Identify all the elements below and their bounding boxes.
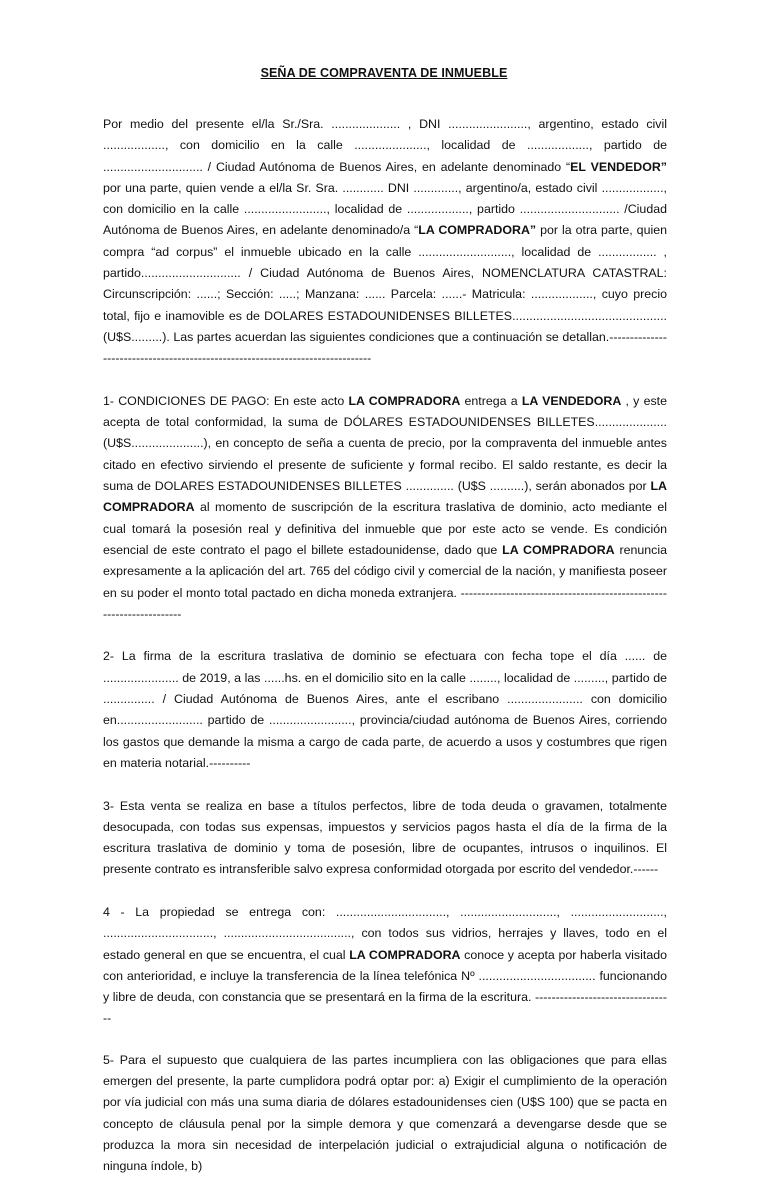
clause-4-delivery bbox=[103, 902, 667, 1030]
clause-text: entrega a bbox=[460, 393, 522, 408]
vendedor-term: EL VENDEDOR” bbox=[570, 159, 667, 174]
clause-2-deed-signing: 2- La firma de la escritura traslativa de dominio se efectuara con fecha tope el día ...... de ...................... de 2019, a las ......hs. en el domicilio sito en la calle ........, localidad de ........., partido de ............... / Ciudad Autónoma de Buenos Aires, ante el escribano ...................... con domicilio en......................... partido de ........................, provincia/ciudad autónoma de Buenos Aires, corriendo los gastos que demande la misma a cargo de cada parte, de acuerdo a usos y costumbres que rigen en materia notarial.---------- bbox=[103, 649, 667, 770]
compradora-term: LA COMPRADORA bbox=[348, 393, 461, 408]
clause-1-payment bbox=[103, 391, 667, 625]
compradora-term: LA COMPRADORA bbox=[103, 479, 667, 515]
vendedora-term: LA VENDEDORA bbox=[521, 393, 622, 408]
clause-3-titles: 3- Esta venta se realiza en base a títulos perfectos, libre de toda deuda o gravamen, totalmente desocupada, con todas sus expensas, impuestos y servicios pagos hasta el día de la firma de la escritura traslativa de dominio y toma de posesión, libre de ocupantes, intrusos o inquilinos. El presente contrato es intransferible salvo expresa conformidad otorgada por escrito del vendedor.------ bbox=[103, 798, 667, 877]
clause-text: , y este acepta de total conformidad, la suma de DÓLARES ESTADOUNIDENSES BILLETES..................... (U$S.....................), en concepto de seña a cuenta de precio, por la compraventa del inmueble antes citado en efectivo sirviendo el presente de suficiente y formal recibo. El saldo restante, es decir la suma de DOLARES ESTADOUNIDENSES BILLETES .............. (U$S ..........), serán abonados por bbox=[103, 393, 668, 494]
clause-text: 1- CONDICIONES DE PAGO: En este acto bbox=[103, 393, 349, 408]
intro-text: Por medio del presente el/la Sr./Sra. .................... , DNI ......................., argentino, estado civil .................., con domicilio en la calle ....................., localidad de .................., partido de ............................. / Ciudad Autónoma de Buenos Aires, en adelante denominado “ bbox=[103, 117, 667, 174]
document-title: SEÑA DE COMPRAVENTA DE INMUEBLE bbox=[260, 66, 508, 80]
compradora-term: LA COMPRADORA” bbox=[418, 223, 537, 238]
intro-text: por una parte, quien vende a el/la Sr. Sra. ............ DNI ............., argentino/a, estado civil .................., con domicilio en la calle ........................, localidad de .................., partido ............................. /Ciudad Autónoma de Buenos Aires, en adelante denominado/a “ bbox=[103, 180, 667, 238]
compradora-term: LA COMPRADORA bbox=[502, 542, 615, 557]
intro-paragraph bbox=[103, 114, 667, 370]
clause-5-breach: 5- Para el supuesto que cualquiera de las partes incumpliera con las obligaciones que para ellas emergen del presente, la parte cumplidora podrá optar por: a) Exigir el cumplimiento de la operación por vía judicial con más una suma diaria de dólares estadounidenses cien (U$S 100) que se pacta en concepto de cláusula penal por la simple demora y que comenzará a devengarse desde que se produzca la mora sin necesidad de interpelación judicial o extrajudicial alguna o notificación de ninguna índole, b) bbox=[103, 1052, 667, 1174]
document-body bbox=[103, 114, 667, 1199]
intro-text: por la otra parte, quien compra “ad corpus” el inmueble ubicado en la calle ..........................., localidad de ................. , partido............................. / Ciudad Autónoma de Buenos Aires, NOMENCLATURA CATASTRAL: Circunscripción: ......; Sección: .....; Manzana: ...... Parcela: ......- Matricula: .................., cuyo precio total, fijo e inamovible es de DOLARES ESTADOUNIDENSES BILLETES............................................. (U$S.........). Las partes acuerdan las siguientes condiciones que a continuación se detallan.------------------------------------------------------------------------------- bbox=[103, 223, 667, 366]
clause-text: renuncia expresamente a la aplicación del art. 765 del código civil y comercial de la nación, y manifiesta poseer en su poder el monto total pactado en dicha moneda extranjera. --------------------------------------------------------------------- bbox=[103, 542, 667, 621]
compradora-term: LA COMPRADORA bbox=[349, 947, 461, 962]
clause-text: 4 - La propiedad se entrega con: ................................, ............................, ..........................., ................................, ....................................., con todos sus vidrios, herrajes y llaves, todo en el estado general en que se encuentra, el cual bbox=[103, 904, 667, 962]
clause-text: al momento de suscripción de la escritura traslativa de dominio, acto mediante el cual tomará la posesión real y definitiva del inmueble que por este acto se vende. Es condición esencial de este contrato el pago el billete estadounidense, dado que bbox=[103, 500, 667, 557]
clause-text: conoce y acepta por haberla visitado con anterioridad, e incluye la transferencia de la línea telefónica Nº .................................. funcionando y libre de deuda, con constancia que se presentará en la firma de la escritura. ---------------------------------- bbox=[103, 947, 667, 1026]
